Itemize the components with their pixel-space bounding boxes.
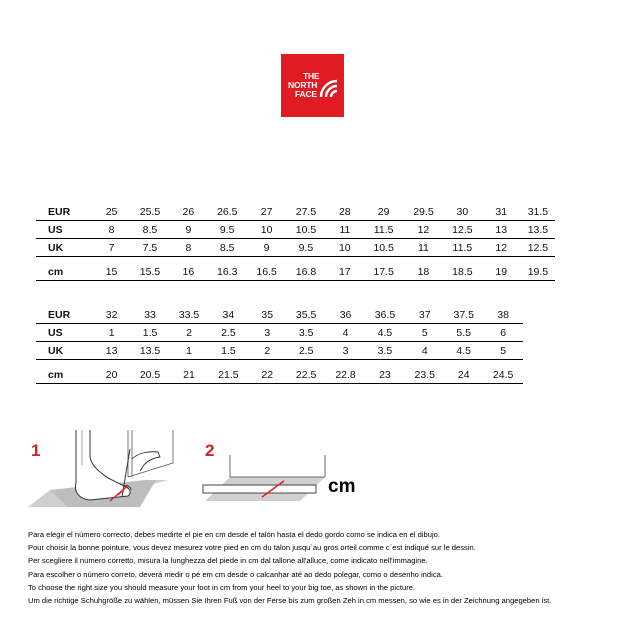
us-value: 10	[247, 221, 286, 239]
us-value: 8.5	[130, 221, 169, 239]
row-label-cm: cm	[36, 366, 93, 384]
cm-value: 24.5	[483, 366, 523, 384]
cm-value: 23.5	[405, 366, 444, 384]
uk-value: 5	[483, 342, 523, 360]
uk-value: 1.5	[208, 342, 248, 360]
row-label-eur: EUR	[36, 306, 93, 324]
us-value: 11	[326, 221, 363, 239]
half-dome-icon	[319, 73, 339, 97]
logo-text-north: NORTH	[288, 80, 318, 90]
eur-value: 35	[249, 306, 286, 324]
cm-value: 15.5	[130, 263, 169, 281]
row-label-cm: cm	[36, 263, 93, 281]
eur-value: 36	[326, 306, 365, 324]
eur-value: 25.5	[130, 203, 169, 221]
cm-value: 24	[444, 366, 483, 384]
uk-value: 10.5	[364, 239, 404, 257]
cm-value: 21.5	[208, 366, 248, 384]
eur-value: 33.5	[170, 306, 209, 324]
table1-row-eur	[36, 203, 555, 221]
us-value: 12.5	[443, 221, 482, 239]
us-value: 2	[170, 324, 209, 342]
uk-value: 13.5	[130, 342, 169, 360]
us-value: 1.5	[130, 324, 169, 342]
sizing-instructions	[28, 528, 618, 607]
cm-value: 17	[326, 263, 363, 281]
empty-cell	[523, 342, 555, 360]
us-value: 5.5	[444, 324, 483, 342]
us-value: 3	[249, 324, 286, 342]
eur-value: 37.5	[444, 306, 483, 324]
us-value: 8	[93, 221, 130, 239]
table2-row-eur	[36, 306, 555, 324]
instruction-en: To choose the right size you should measure your foot in cm from your heel to your big toe, as shown in the picture.	[28, 582, 416, 592]
uk-value: 7.5	[130, 239, 169, 257]
size-table-1	[36, 203, 555, 281]
row-label-us: US	[36, 324, 93, 342]
size-table-2	[36, 306, 555, 384]
cm-value: 22	[249, 366, 286, 384]
eur-value: 33	[130, 306, 169, 324]
eur-value: 31	[482, 203, 521, 221]
us-value: 3.5	[286, 324, 326, 342]
eur-value: 29.5	[404, 203, 443, 221]
table2-row-us	[36, 324, 555, 342]
step-1-number: 1	[31, 441, 41, 460]
us-value: 4	[326, 324, 365, 342]
cm-value: 19	[482, 263, 521, 281]
eur-value: 36.5	[365, 306, 405, 324]
uk-value: 4.5	[444, 342, 483, 360]
cm-value: 23	[365, 366, 405, 384]
uk-value: 3	[326, 342, 365, 360]
eur-value: 34	[208, 306, 248, 324]
uk-value: 2	[249, 342, 286, 360]
uk-value: 8.5	[207, 239, 247, 257]
us-value: 5	[405, 324, 444, 342]
uk-value: 8	[170, 239, 207, 257]
uk-value: 7	[93, 239, 130, 257]
cm-value: 16.8	[286, 263, 326, 281]
us-value: 1	[93, 324, 130, 342]
uk-value: 1	[170, 342, 209, 360]
cm-value: 22.5	[286, 366, 326, 384]
uk-value: 11	[404, 239, 443, 257]
logo-text-the: THE	[303, 71, 320, 81]
instruction-es: Para elegir el número correcto, debes medirte el pie en cm desde el talón hasta el dedo gordo como se indica en el dibujo.	[28, 530, 440, 539]
cm-value: 18	[404, 263, 443, 281]
eur-value: 35.5	[286, 306, 326, 324]
us-value: 10.5	[286, 221, 326, 239]
us-value: 12	[404, 221, 443, 239]
eur-value: 28	[326, 203, 363, 221]
cm-value: 21	[170, 366, 209, 384]
eur-value: 32	[93, 306, 130, 324]
eur-value: 38	[483, 306, 523, 324]
cm-value: 17.5	[364, 263, 404, 281]
cm-value: 16	[170, 263, 207, 281]
instruction-pt: Para escolher o número correto, deverá medir o pé em cm desde o calcanhar até ao dedo polegar, como o desenho indica.	[28, 569, 443, 579]
eur-value: 26.5	[207, 203, 247, 221]
paper-measurement-illustration	[200, 455, 328, 507]
row-label-uk: UK	[36, 239, 93, 257]
us-value: 4.5	[365, 324, 405, 342]
table2-row-cm	[36, 366, 555, 384]
uk-value: 13	[93, 342, 130, 360]
table1-row-us	[36, 221, 555, 239]
row-label-eur: EUR	[36, 203, 93, 221]
us-value: 11.5	[364, 221, 404, 239]
cm-value: 16.3	[207, 263, 247, 281]
uk-value: 9	[247, 239, 286, 257]
empty-cell	[523, 366, 555, 384]
uk-value: 9.5	[286, 239, 326, 257]
instruction-it: Per scegliere il numero corretto, misura la lunghezza del piede in cm dal tallone all'alluce, come indicato nell'immagine.	[28, 556, 428, 566]
instruction-fr: Pour choisir la bonne pointure, vous devez mesurez votre pied en cm du talon jusqu`au gros orteil comme c`est indiqué sur le dessin.	[28, 543, 476, 553]
us-value: 9.5	[207, 221, 247, 239]
eur-value: 26	[170, 203, 207, 221]
cm-value: 20	[93, 366, 130, 384]
cm-value: 16.5	[247, 263, 286, 281]
uk-value: 2.5	[286, 342, 326, 360]
table1-row-uk	[36, 239, 555, 257]
row-label-us: US	[36, 221, 93, 239]
cm-value: 19.5	[521, 263, 555, 281]
unit-label-cm: cm	[328, 476, 356, 497]
uk-value: 3.5	[365, 342, 405, 360]
table1-row-cm	[36, 263, 555, 281]
uk-value: 10	[326, 239, 363, 257]
uk-value: 12.5	[521, 239, 555, 257]
us-value: 13	[482, 221, 521, 239]
cm-value: 22.8	[326, 366, 365, 384]
eur-value: 31.5	[521, 203, 555, 221]
empty-cell	[523, 306, 555, 324]
uk-value: 12	[482, 239, 521, 257]
cm-value: 15	[93, 263, 130, 281]
logo-text-face: FACE	[295, 89, 317, 99]
empty-cell	[523, 324, 555, 342]
row-label-uk: UK	[36, 342, 93, 360]
foot-measurement-illustration	[28, 425, 178, 515]
instruction-de: Um die richtige Schuhgröße zu wählen, müssen Sie Ihren Fuß von der Ferse bis zum großen Zeh in cm messen, so wie es in der Zeichnung angegeben ist.	[28, 596, 552, 606]
eur-value: 37	[405, 306, 444, 324]
eur-value: 27	[247, 203, 286, 221]
eur-value: 27.5	[286, 203, 326, 221]
uk-value: 11.5	[443, 239, 482, 257]
us-value: 9	[170, 221, 207, 239]
cm-value: 20.5	[130, 366, 169, 384]
eur-value: 30	[443, 203, 482, 221]
us-value: 13.5	[521, 221, 555, 239]
uk-value: 4	[405, 342, 444, 360]
step-2-number: 2	[205, 441, 215, 460]
cm-value: 18.5	[443, 263, 482, 281]
eur-value: 25	[93, 203, 130, 221]
us-value: 2.5	[208, 324, 248, 342]
table2-row-uk	[36, 342, 555, 360]
brand-logo	[281, 54, 344, 117]
eur-value: 29	[364, 203, 404, 221]
us-value: 6	[483, 324, 523, 342]
